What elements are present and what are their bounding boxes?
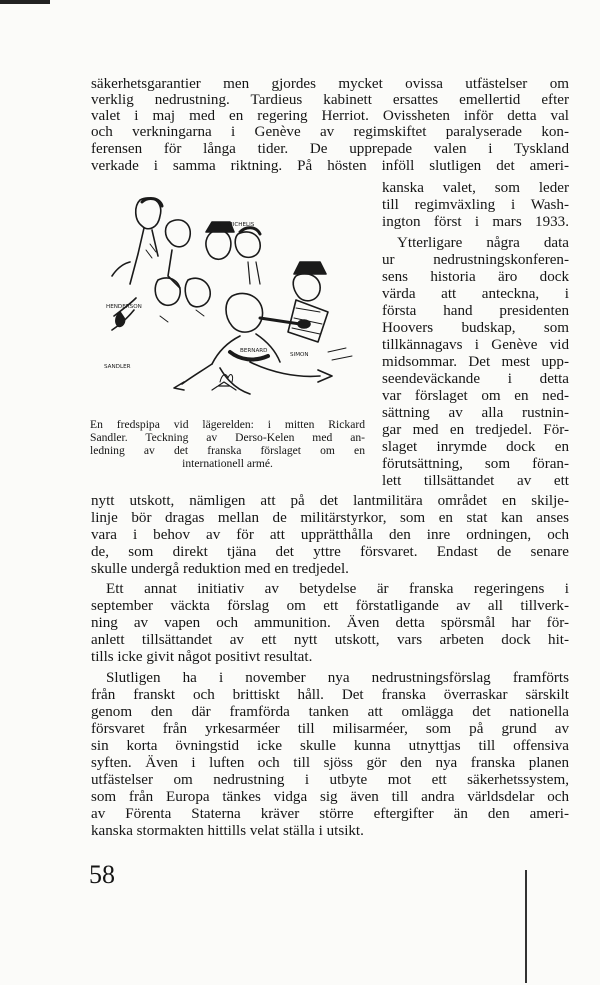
body-line: skulle undergå reduktion med en tredjedel. [91,561,349,577]
page-number: 58 [89,860,115,889]
illustration-label: BERNARD [240,348,268,354]
body-line: ning av vapen och ammunition. Även detta spörsmål har för- [91,615,569,631]
side-line: värda att anteckna, i [382,286,569,302]
side-line: tillkännagavs i Genève vid [382,337,569,353]
corner-scan-mark [0,0,50,4]
side-line: gar med en tredjedel. För- [382,422,569,438]
body-line: valet i maj med en regering Herriot. Ovissheten inför detta val [91,108,569,124]
margin-rule [525,870,527,983]
side-line: ur nedrustningskonferen- [382,252,569,268]
side-line: lett tillsättandet av ett [382,473,569,489]
side-line: seendeväckande i detta [382,371,569,387]
figure-caption-line: ledning av det franska förslaget om en [90,444,365,457]
body-line: säkerhetsgarantier men gjordes mycket ovissa utfästelser om [91,76,569,92]
body-line: vara i behov av för att upprätthålla den inre ordningen, och [91,527,569,543]
body-line: verklig nedrustning. Tardieus kabinett ersattes emellertid efter [91,92,569,108]
body-line: syften. Även i luften och till sjöss gör den nya franska planen [91,755,569,771]
body-line: från franskt och brittiskt håll. Det franska överraskar särskilt [91,687,569,703]
body-line: tills icke givit något positivt resultat. [91,649,313,665]
side-line: kanska valet, som leder [382,180,569,196]
body-line: Slutligen ha i november nya nedrustningsförslag framförts [106,670,569,686]
side-line: var förslaget om en ned- [382,388,569,404]
figure-caption-line: En fredspipa vid lägerelden: i mitten Rickard [90,418,365,431]
illustration-label: ST. MICHELIS [218,222,255,228]
body-line: sin korta övningstid icke skulle kunna utnyttjas till offensiva [91,738,569,754]
figure-caption-line: Sandler. Teckning av Derso-Kelen med an- [90,431,365,444]
body-line: av Förenta Staterna kräver större eftergifter än den ameri- [91,806,569,822]
body-line: och verkningarna i Genève av regimskiftet paralyserade kon- [91,124,569,140]
side-line: Hoovers budskap, som [382,320,569,336]
side-line: ington först i mars 1933. [382,214,569,230]
side-line: förutsättning, som föran- [382,456,569,472]
figure-caption-line: internationell armé. [182,457,273,470]
body-line: Ett annat initiativ av betydelse är franska regeringens i [106,581,569,597]
body-line: utfästelser om nedrustning i utbyte mot ett säkerhetssystem, [91,772,569,788]
body-line: försvaret från yrkesarméer till milisarméer, som på grund av [91,721,569,737]
body-line: ferensen för långa tider. De upprepade valen i Tyskland [91,141,569,157]
body-line: anlett tillsättandet av ett nytt utskott, vars arbeten dock hit- [91,632,569,648]
side-line: till regimväxling i Wash- [382,197,569,213]
body-line: de, som direkt tjäna det yttre försvaret. Endast de senare [91,544,569,560]
body-line: verkade i samma riktning. På hösten inföll slutligen det ameri- [91,158,569,174]
body-line: genom den där framförda tanken att omlägga det nationella [91,704,569,720]
side-line: sättning av alla rustnin- [382,405,569,421]
body-line: kanska stormakten hittills velat ställa i utsikt. [91,823,364,839]
illustration-label: SIMON [290,352,309,358]
body-line: som från Europa tänkes vidga sig även till andra världsdelar och [91,789,569,805]
illustration-label: HENDERSON [106,304,142,310]
side-line: midsommar. Det mest upp- [382,354,569,370]
side-line: Ytterligare några data [397,235,569,251]
side-line: sens historia äro dock [382,269,569,285]
body-line: linje bör dragas mellan de militärstyrkor, som en stat kan anses [91,510,569,526]
side-line: slaget inrymde dock en [382,439,569,455]
body-line: september väckta förslag om ett förstatligande av all tillverk- [91,598,569,614]
body-line: nytt utskott, nämligen att på det lantmilitära området en skilje- [91,493,569,509]
caricature-illustration [100,192,375,404]
side-line: första hand presidenten [382,303,569,319]
illustration-label: SANDLER [104,364,131,370]
